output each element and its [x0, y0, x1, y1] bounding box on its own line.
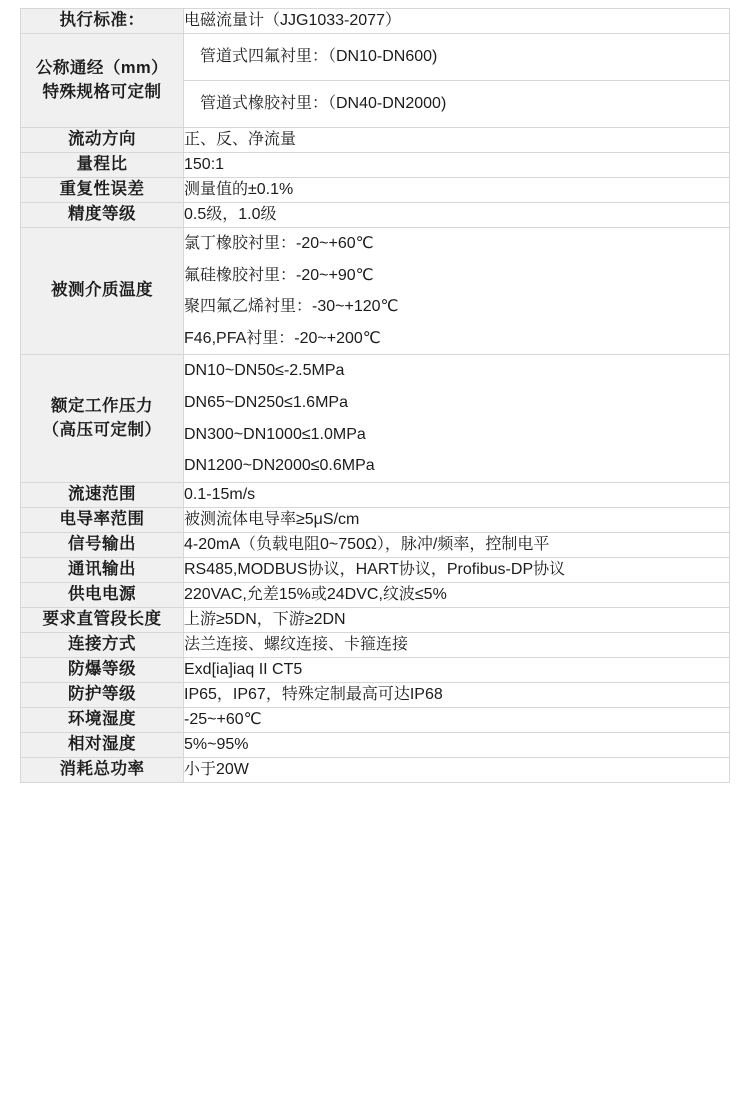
- spec-value-line: DN300~DN1000≤1.0MPa: [184, 425, 366, 443]
- table-row: [21, 507, 730, 532]
- table-row: [21, 557, 730, 582]
- spec-value-line: F46,PFA衬里：-20~+200℃: [184, 329, 381, 347]
- spec-label: 防爆等级: [21, 657, 184, 682]
- spec-value-list: [184, 228, 729, 354]
- spec-label-line: 公称通经（mm）: [35, 58, 169, 77]
- spec-value: 正、反、净流量: [184, 128, 730, 153]
- spec-value: Exd[ia]iaq II CT5: [184, 657, 730, 682]
- spec-value: 被测流体电导率≥5μS/cm: [184, 507, 730, 532]
- spec-label: 被测介质温度: [21, 228, 184, 355]
- spec-value-line: DN65~DN250≤1.6MPa: [184, 393, 348, 411]
- spec-label: 要求直管段长度: [21, 607, 184, 632]
- spec-value-line: DN10~DN50≤-2.5MPa: [184, 362, 345, 380]
- table-row: [21, 203, 730, 228]
- table-row: [21, 707, 730, 732]
- table-row: [21, 607, 730, 632]
- spec-label: 防护等级: [21, 682, 184, 707]
- spec-value: RS485,MODBUS协议，HART协议，Profibus-DP协议: [184, 557, 730, 582]
- spec-value: 法兰连接、螺纹连接、卡箍连接: [184, 632, 730, 657]
- spec-value: [184, 355, 730, 482]
- spec-label: 连接方式: [21, 632, 184, 657]
- table-row: [21, 228, 730, 355]
- spec-value: -25~+60℃: [184, 707, 730, 732]
- spec-label: 流速范围: [21, 482, 184, 507]
- spec-value-list: [184, 355, 729, 481]
- spec-value: 管道式橡胶衬里：（DN40-DN2000): [184, 81, 730, 128]
- table-row: [21, 482, 730, 507]
- spec-label: 执行标准：: [21, 9, 184, 34]
- spec-value: 电磁流量计（JJG1033-2077）: [184, 9, 730, 34]
- spec-value-line: 聚四氟乙烯衬里：-30~+120℃: [184, 298, 399, 316]
- specification-table-body: [21, 9, 730, 783]
- spec-value: 测量值的±0.1%: [184, 178, 730, 203]
- spec-value: 150:1: [184, 153, 730, 178]
- spec-value: 5%~95%: [184, 732, 730, 757]
- spec-label: 通讯输出: [21, 557, 184, 582]
- table-row: [21, 178, 730, 203]
- spec-label-line: （高压可定制）: [42, 420, 162, 439]
- spec-value: [184, 228, 730, 355]
- spec-value: 0.5级，1.0级: [184, 203, 730, 228]
- table-row: [21, 532, 730, 557]
- spec-label: [21, 34, 184, 128]
- spec-value-line: DN1200~DN2000≤0.6MPa: [184, 457, 375, 475]
- specification-table: [20, 8, 730, 783]
- spec-label: [21, 355, 184, 482]
- table-row: [21, 732, 730, 757]
- spec-value: 0.1-15m/s: [184, 482, 730, 507]
- table-row: [21, 9, 730, 34]
- spec-value-line: 氟硅橡胶衬里：-20~+90℃: [184, 266, 374, 284]
- spec-label-line: 特殊规格可定制: [42, 82, 162, 101]
- table-row: [21, 355, 730, 482]
- spec-label: 精度等级: [21, 203, 184, 228]
- table-row: [21, 682, 730, 707]
- spec-label: 电导率范围: [21, 507, 184, 532]
- spec-label: 供电电源: [21, 582, 184, 607]
- spec-value: 上游≥5DN，下游≥2DN: [184, 607, 730, 632]
- spec-label-line: 额定工作压力: [51, 396, 153, 415]
- table-row: [21, 582, 730, 607]
- table-row: [21, 757, 730, 782]
- spec-label: 消耗总功率: [21, 757, 184, 782]
- spec-label: 量程比: [21, 153, 184, 178]
- spec-label: 相对湿度: [21, 732, 184, 757]
- spec-value: IP65，IP67，特殊定制最高可达IP68: [184, 682, 730, 707]
- table-row: [21, 34, 730, 81]
- table-row: [21, 153, 730, 178]
- spec-value: 220VAC,允差15%或24DVC,纹波≤5%: [184, 582, 730, 607]
- table-row: [21, 128, 730, 153]
- table-row: [21, 657, 730, 682]
- spec-label: 重复性误差: [21, 178, 184, 203]
- spec-value: 小于20W: [184, 757, 730, 782]
- spec-value-line: 氯丁橡胶衬里：-20~+60℃: [184, 235, 374, 252]
- spec-value: 4-20mA（负载电阻0~750Ω），脉冲/频率，控制电平: [184, 532, 730, 557]
- spec-label: 流动方向: [21, 128, 184, 153]
- table-row: [21, 632, 730, 657]
- spec-label: 环境湿度: [21, 707, 184, 732]
- spec-label: 信号输出: [21, 532, 184, 557]
- spec-value: 管道式四氟衬里：（DN10-DN600): [184, 34, 730, 81]
